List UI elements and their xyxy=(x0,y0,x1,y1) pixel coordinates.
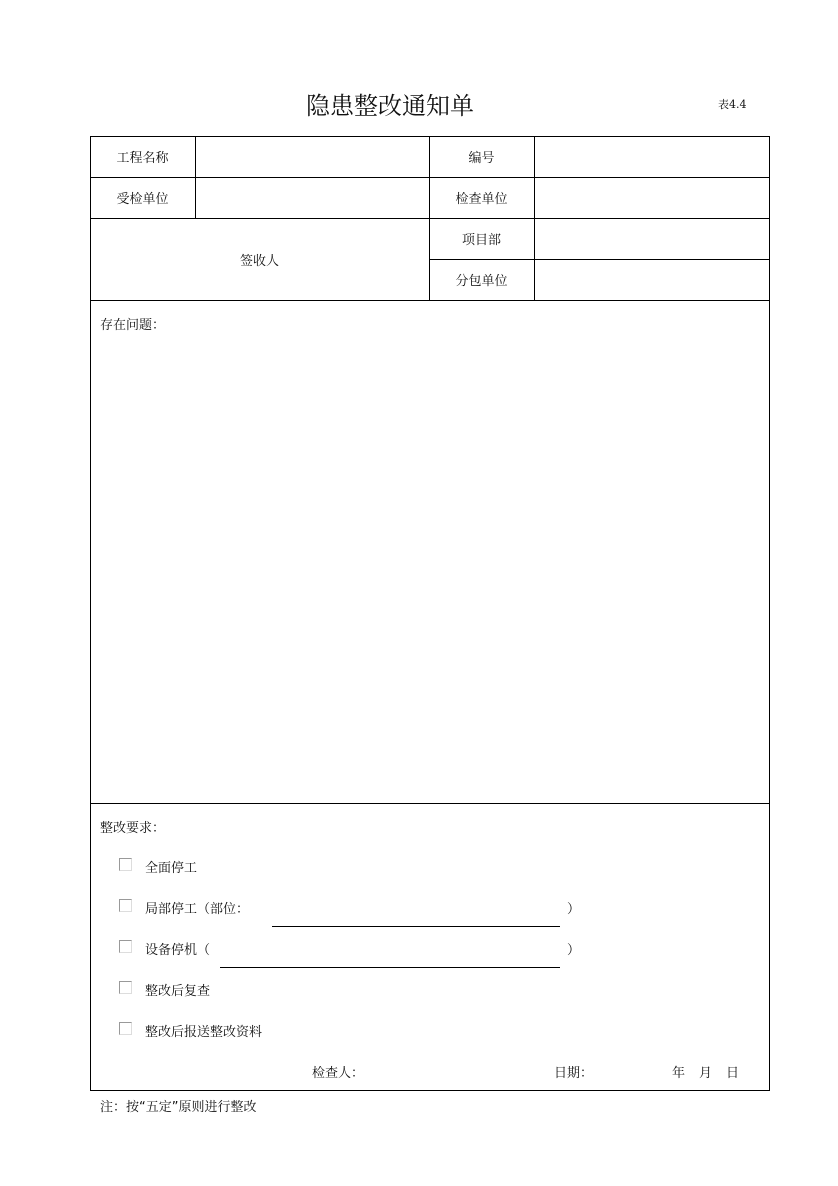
label-inspecting-unit: 检查单位 xyxy=(455,192,508,207)
divider xyxy=(90,300,770,301)
project-dept-field[interactable] xyxy=(535,219,769,259)
border xyxy=(769,136,770,1091)
requirements-label: 整改要求： xyxy=(100,821,166,836)
issues-field[interactable] xyxy=(91,335,769,801)
label-subcontractor: 分包单位 xyxy=(455,274,508,289)
checkbox-partial-stop[interactable] xyxy=(119,899,132,912)
option-label: 整改后报送整改资料 xyxy=(145,1025,263,1040)
number-field[interactable] xyxy=(535,137,769,177)
option-label: 整改后复查 xyxy=(145,984,211,999)
subcontractor-field[interactable] xyxy=(535,260,769,300)
checkbox-submit-docs[interactable] xyxy=(119,1022,132,1035)
issues-label: 存在问题： xyxy=(100,318,166,333)
date-label: 日期： xyxy=(554,1066,594,1081)
equipment-stop-field[interactable] xyxy=(220,967,560,968)
label-number: 编号 xyxy=(468,151,495,166)
year-label: 年 xyxy=(672,1066,686,1081)
project-name-field[interactable] xyxy=(196,137,429,177)
page-title: 隐患整改通知单 xyxy=(306,92,474,120)
option-label: 设备停机（ xyxy=(145,943,211,958)
partial-stop-location-field[interactable] xyxy=(272,926,560,927)
checkbox-full-stop[interactable] xyxy=(119,858,132,871)
form-code: 表4.4 xyxy=(718,98,747,111)
close-paren: ） xyxy=(567,943,581,958)
day-label: 日 xyxy=(726,1066,740,1081)
option-label: 局部停工（部位： xyxy=(145,902,250,917)
inspector-label: 检查人： xyxy=(312,1066,365,1081)
close-paren: ） xyxy=(567,902,581,917)
label-signee: 签收人 xyxy=(239,253,279,269)
label-project-name: 工程名称 xyxy=(116,151,169,166)
footnote: 注：按“五定”原则进行整改 xyxy=(100,1100,257,1115)
inspected-unit-field[interactable] xyxy=(196,178,429,218)
checkbox-equipment-stop[interactable] xyxy=(119,940,132,953)
border xyxy=(90,1090,770,1091)
label-project-dept: 项目部 xyxy=(461,233,501,248)
option-label: 全面停工 xyxy=(145,861,198,876)
inspecting-unit-field[interactable] xyxy=(535,178,769,218)
divider xyxy=(90,803,770,804)
checkbox-recheck[interactable] xyxy=(119,981,132,994)
month-label: 月 xyxy=(699,1066,713,1081)
label-inspected-unit: 受检单位 xyxy=(116,192,169,207)
